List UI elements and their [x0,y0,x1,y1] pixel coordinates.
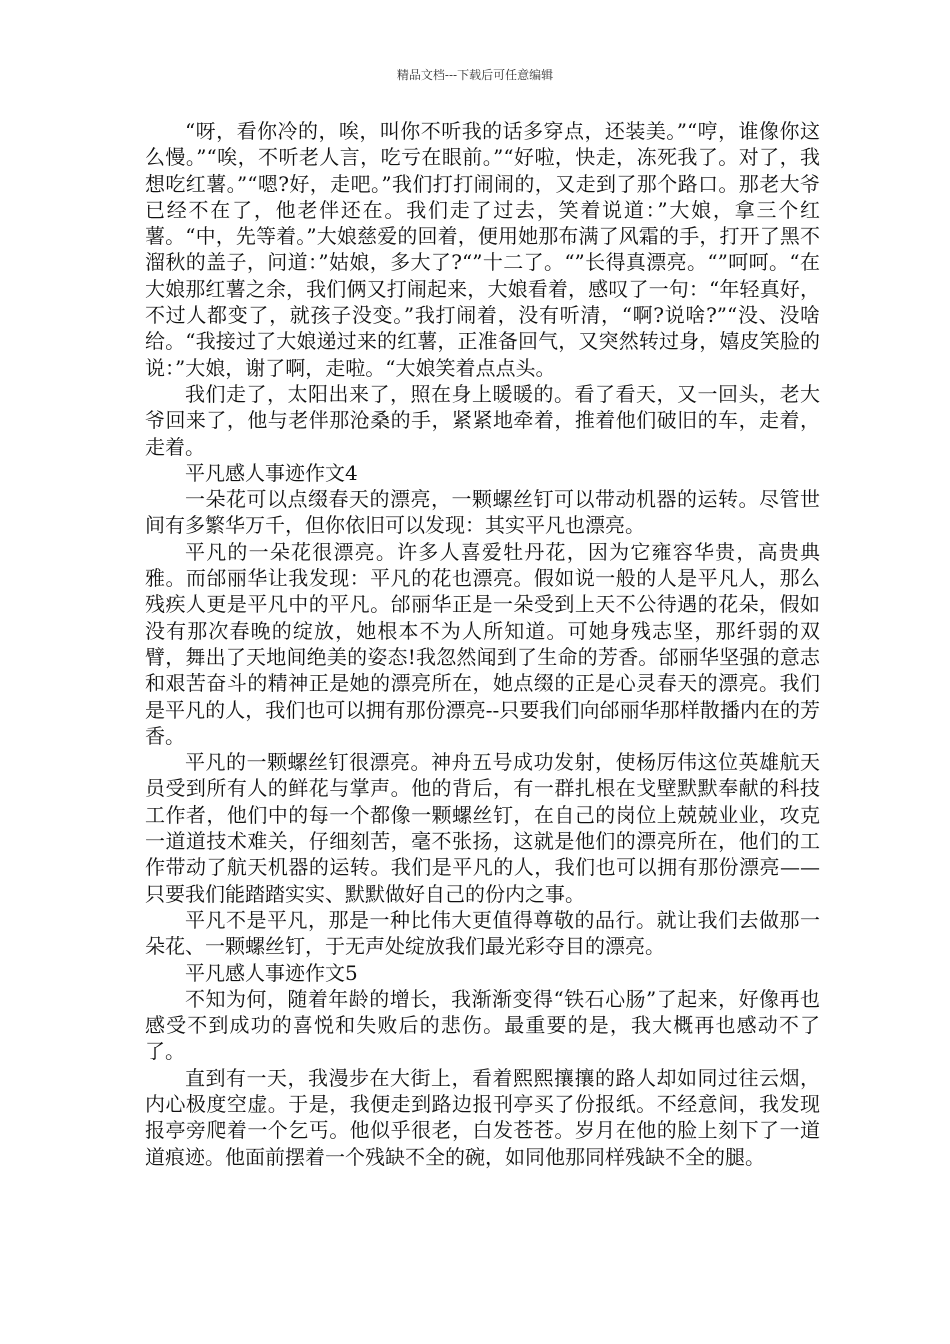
paragraph-7: 不知为何，随着年龄的增长，我渐渐变得“铁石心肠”了起来，好像再也感受不到成功的喜悦和失败后的悲伤。最重要的是，我大概再也感动不了了。 [145,986,820,1064]
page-header: 精品文档---下载后可任意编辑 [396,68,554,82]
paragraph-6: 平凡不是平凡，那是一种比伟大更值得尊敬的品行。就让我们去做那一朵花、一颗螺丝钉，于无声处绽放我们最光彩夺目的漂亮。 [145,907,820,959]
section-heading-4: 平凡感人事迹作文4 [185,460,358,485]
paragraph-8: 直到有一天，我漫步在大街上，看着熙熙攘攘的路人却如同过往云烟，内心极度空虚。于是，我便走到路边报刊亭买了份报纸。不经意间，我发现报亭旁爬着一个乞丐。他似乎很老，白发苍苍。岁月在他的脸上刻下了一道道痕迹。他面前摆着一个残缺不全的碗，如同他那同样残缺不全的腿。 [145,1065,820,1169]
paragraph-4: 平凡的一朵花很漂亮。许多人喜爱牡丹花，因为它雍容华贵，高贵典雅。而邰丽华让我发现：平凡的花也漂亮。假如说一般的人是平凡人，那么残疾人更是平凡中的平凡。邰丽华正是一朵受到上天不公待遇的花朵，假如没有那次春晚的绽放，她根本不为人所知道。可她身残志坚，那纤弱的双臂，舞出了天地间绝美的姿态!我忽然闻到了生命的芳香。邰丽华坚强的意志和艰苦奋斗的精神正是她的漂亮所在，她点缀的正是心灵春天的漂亮。我们是平凡的人，我们也可以拥有那份漂亮--只要我们向邰丽华那样散播内在的芳香。 [145,539,820,748]
paragraph-3: 一朵花可以点缀春天的漂亮，一颗螺丝钉可以带动机器的运转。尽管世间有多繁华万千，但你依旧可以发现：其实平凡也漂亮。 [145,487,820,538]
paragraph-2: 我们走了，太阳出来了，照在身上暖暖的。看了看天，又一回头，老大爷回来了，他与老伴那沧桑的手，紧紧地牵着，推着他们破旧的车，走着，走着。 [145,381,820,459]
paragraph-5: 平凡的一颗螺丝钉很漂亮。神舟五号成功发射，使杨厉伟这位英雄航天员受到所有人的鲜花与掌声。他的背后，有一群扎根在戈壁默默奉献的科技工作者，他们中的每一个都像一颗螺丝钉，在自己的岗位上兢兢业业，攻克一道道技术难关，仔细刻苦，毫不张扬，这就是他们的漂亮所在，他们的工作带动了航天机器的运转。我们是平凡的人，我们也可以拥有那份漂亮——只要我们能踏踏实实、默默做好自己的份内之事。 [145,750,820,906]
section-heading-5: 平凡感人事迹作文5 [185,960,358,985]
document-body [145,118,820,1170]
paragraph-1: “呀，看你冷的，唉，叫你不听我的话多穿点，还装美。”“哼，谁像你这么慢。”“唉，不听老人言，吃亏在眼前。”“好啦，快走，冻死我了。对了，我想吃红薯。”“嗯?好，走吧。”我们打打闹闹的，又走到了那个路口。那老大爷已经不在了，他老伴还在。我们走了过去，笑着说道：”大娘，拿三个红薯。“中，先等着。”大娘慈爱的回着，便用她那布满了风霜的手，打开了黑不溜秋的盖子，问道：”姑娘，多大了?“”十二了。“”长得真漂亮。“”呵呵。“在大娘那红薯之余，我们俩又打闹起来，大娘看着，感叹了一句：“年轻真好，不过人都变了，就孩子没变。”我打闹着，没有听清，“啊?说啥?”“没、没啥给。“我接过了大娘递过来的红薯，正准备回气，又突然转过身，嬉皮笑脸的说：”大娘，谢了啊，走啦。“大娘笑着点点头。 [145,119,820,380]
